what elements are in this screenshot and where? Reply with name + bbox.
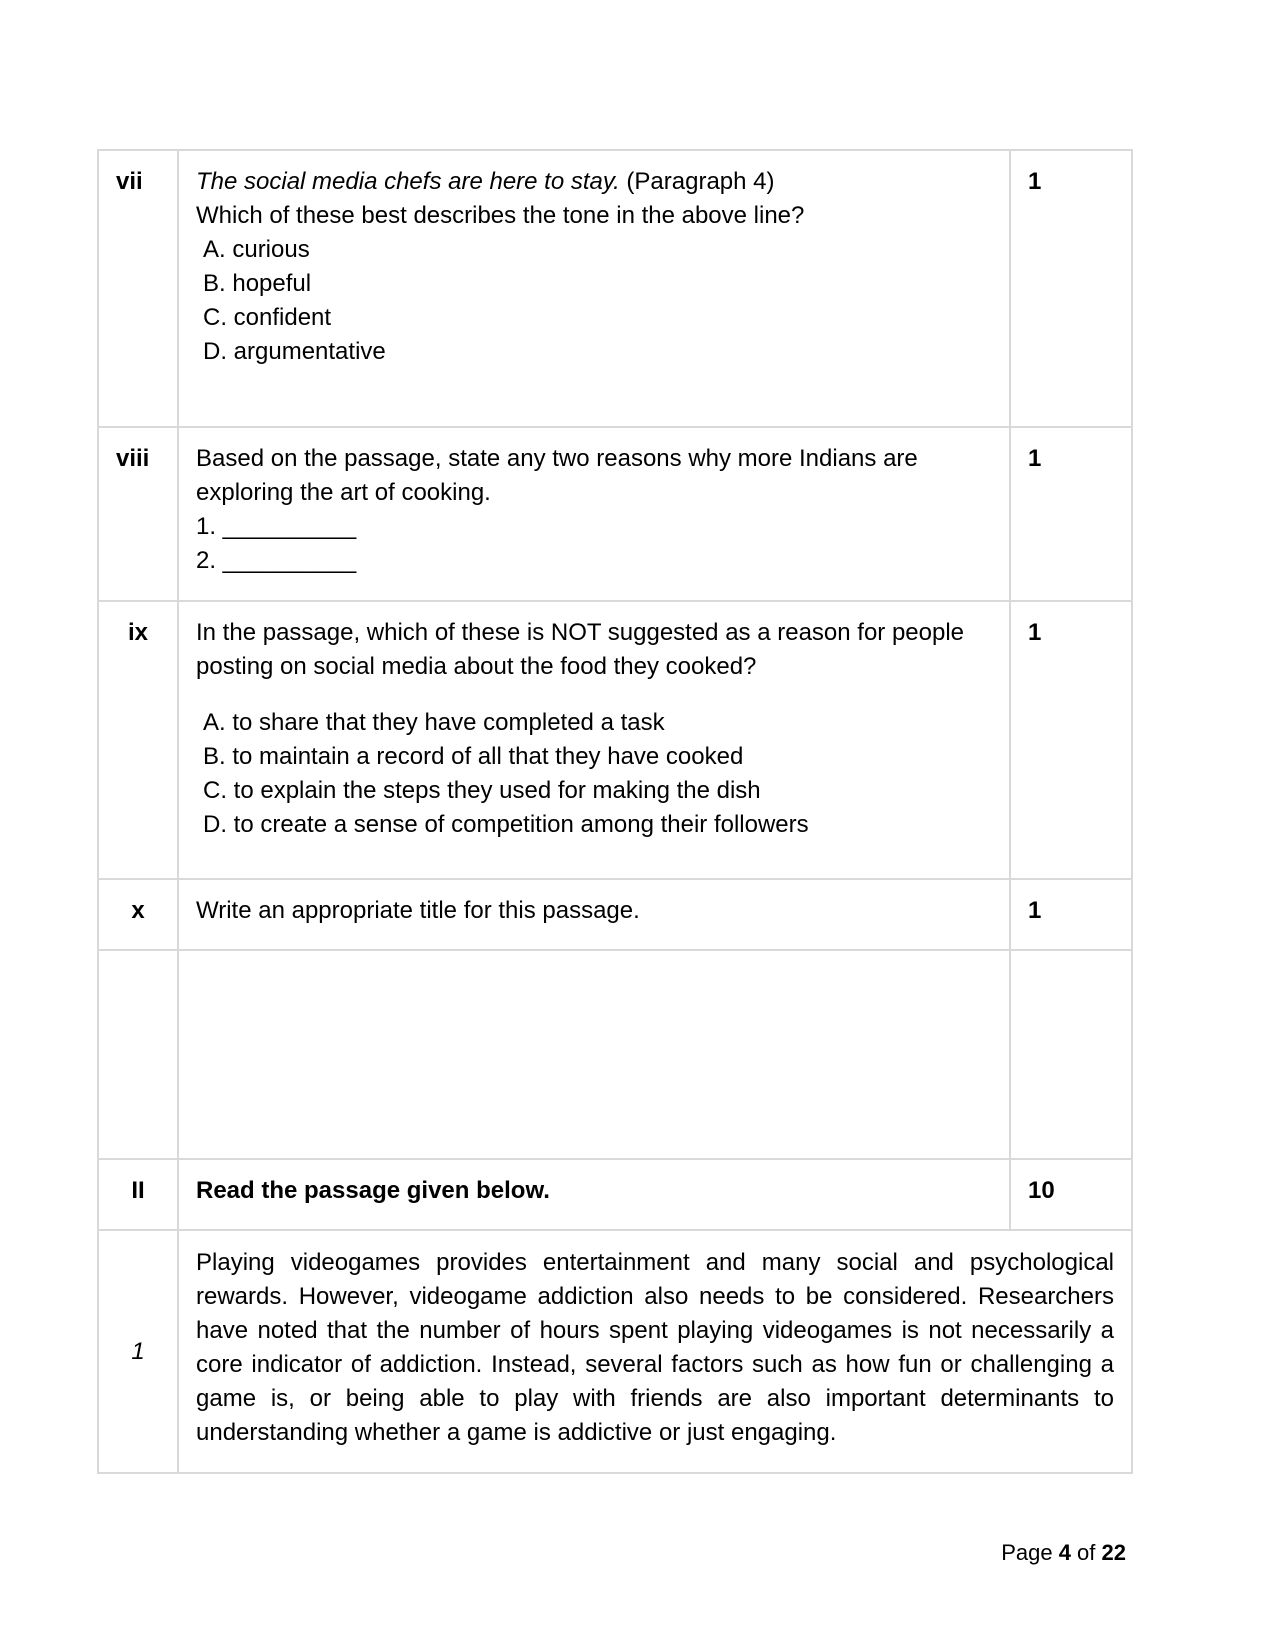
option-a: A. curious	[203, 236, 310, 263]
option-d: D. argumentative	[203, 338, 386, 365]
question-prompt: Write an appropriate title for this passage.	[178, 879, 1010, 950]
option-d: D. to create a sense of competition among their followers	[203, 811, 809, 838]
option-c: C. confident	[203, 304, 332, 331]
question-text	[178, 150, 1010, 427]
question-number: x	[98, 879, 178, 950]
paragraph-number: 1	[98, 1230, 178, 1473]
question-text	[178, 601, 1010, 879]
question-number: viii	[98, 427, 178, 601]
question-row-viii	[98, 427, 1132, 601]
question-row-ix	[98, 601, 1132, 879]
question-number: vii	[98, 150, 178, 427]
question-marks: 1	[1010, 601, 1132, 879]
question-prompt: Which of these best describes the tone in the above line?	[196, 202, 805, 229]
option-b: B. to maintain a record of all that they have cooked	[203, 743, 744, 770]
answer-blank-1: 1. __________	[196, 513, 357, 540]
question-marks: 1	[1010, 427, 1132, 601]
total-pages: 22	[1101, 1540, 1126, 1565]
passage-row-1	[98, 1230, 1132, 1473]
section-marks: 10	[1010, 1159, 1132, 1230]
passage-paragraph: Playing videogames provides entertainment and many social and psychological rewards. However, videogame addiction also needs to be considered. Researchers have noted that the number of hours spent playing videogames is not necessarily a core indicator of addiction. Instead, several factors such as how fun or challenging a game is, or being able to play with friends are also important determinants to understanding whether a game is addictive or just engaging.	[178, 1230, 1132, 1473]
question-marks: 1	[1010, 879, 1132, 950]
answer-blank-2: 2. __________	[196, 547, 357, 574]
section-number: II	[98, 1159, 178, 1230]
question-row-vii	[98, 150, 1132, 427]
option-b: B. hopeful	[203, 270, 312, 297]
option-list	[196, 706, 992, 842]
quoted-line: The social media chefs are here to stay.	[196, 168, 620, 195]
option-a: A. to share that they have completed a task	[203, 709, 665, 736]
paragraph-reference: (Paragraph 4)	[619, 168, 775, 195]
option-list	[196, 233, 992, 369]
section-row-ii	[98, 1159, 1132, 1230]
question-marks: 1	[1010, 150, 1132, 427]
question-prompt: In the passage, which of these is NOT suggested as a reason for people posting on social media about the food they cooked?	[196, 619, 965, 680]
section-heading: Read the passage given below.	[178, 1159, 1010, 1230]
current-page: 4	[1058, 1540, 1071, 1565]
question-text	[178, 427, 1010, 601]
blank-row	[98, 950, 1132, 1159]
question-prompt: Based on the passage, state any two reasons why more Indians are exploring the art of cooking.	[196, 445, 918, 506]
question-number: ix	[98, 601, 178, 879]
option-c: C. to explain the steps they used for making the dish	[203, 777, 761, 804]
question-table	[97, 149, 1133, 1474]
question-row-x	[98, 879, 1132, 950]
page-footer: Page 4 of 22	[1001, 1540, 1126, 1565]
